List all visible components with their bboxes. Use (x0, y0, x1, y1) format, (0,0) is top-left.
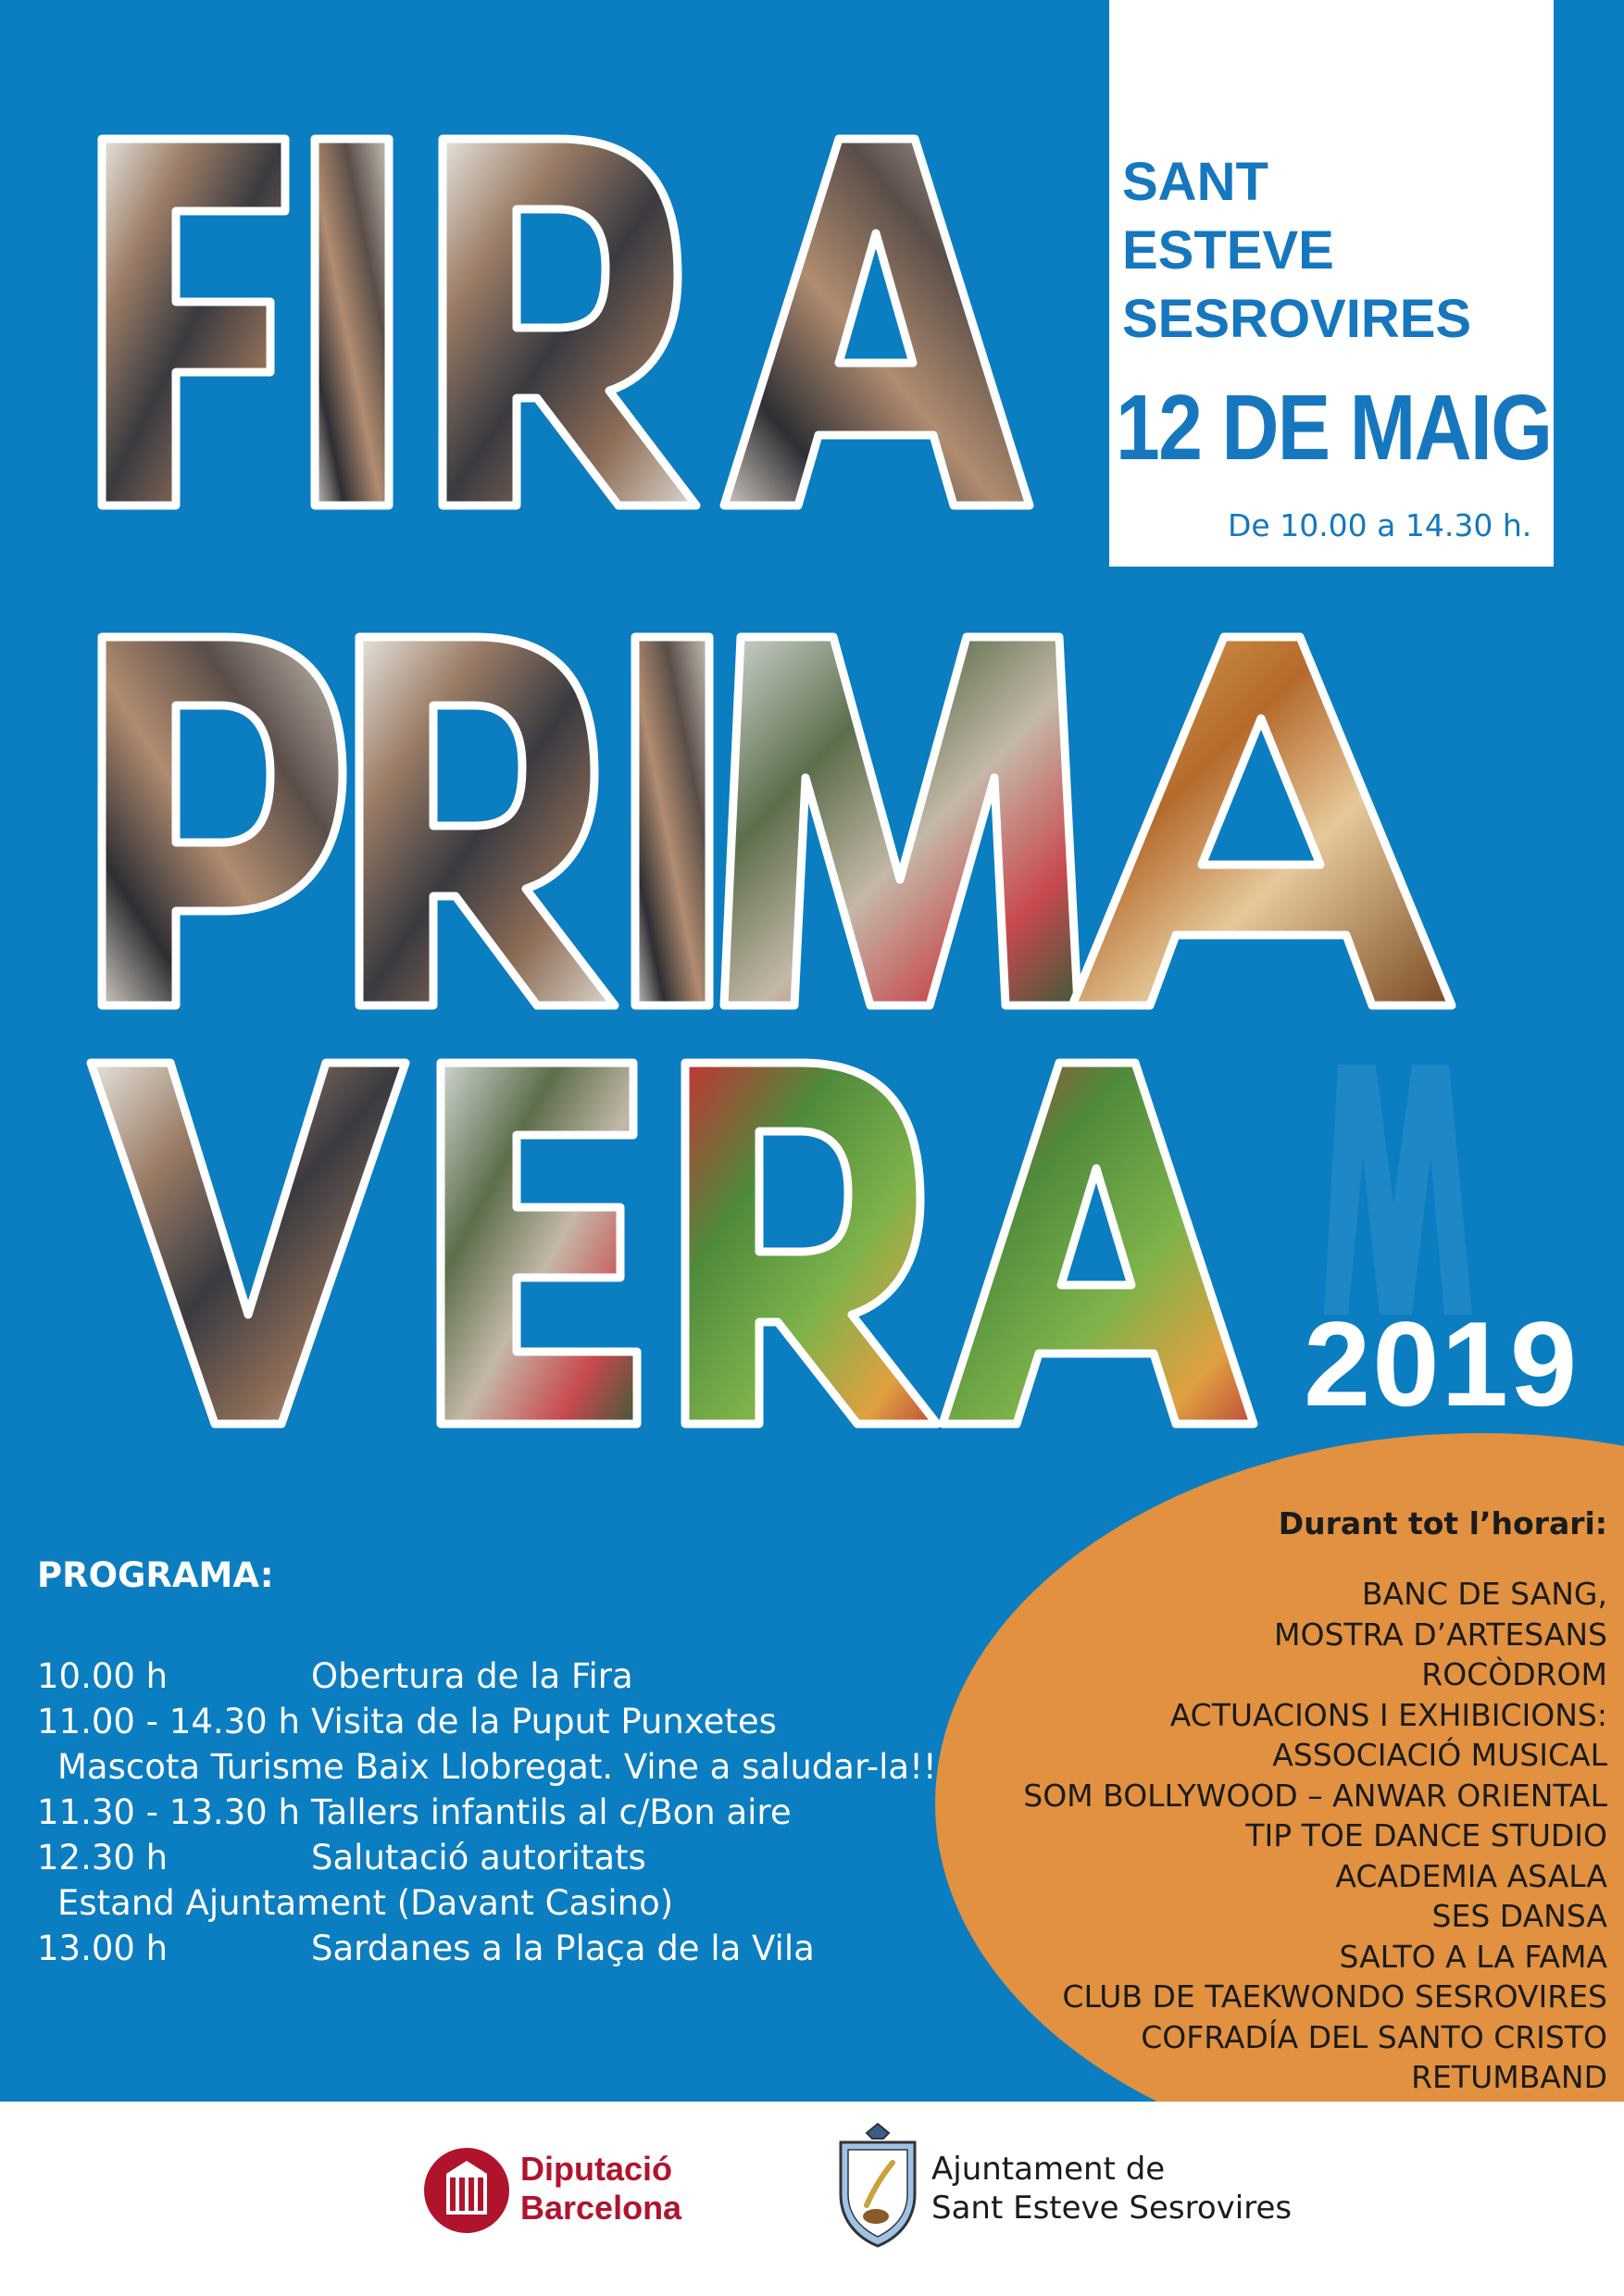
letter-R2 (359, 637, 615, 1005)
schedule-desc: Mascota Turisme Baix Llobregat. Vine a saludar-la!! (57, 1747, 937, 1787)
town-name (1122, 148, 1471, 354)
town-line: SESROVIRES (1122, 289, 1472, 349)
schedule-time: 10.00 h (37, 1656, 169, 1696)
schedule-row (37, 1926, 926, 1971)
activity-item: ROCÒDROM (1421, 1656, 1607, 1692)
schedule-time: 11.30 - 13.30 h (37, 1792, 300, 1832)
letter-R3 (685, 1063, 937, 1424)
activity-item: TIP TOE DANCE STUDIO (1245, 1817, 1607, 1853)
letter-A2 (1072, 637, 1452, 1005)
activity-item: SALTO A LA FAMA (1339, 1938, 1607, 1975)
schedule-row (37, 1744, 937, 1790)
schedule-time: 11.00 - 14.30 h (37, 1702, 300, 1741)
letter-A1 (724, 139, 1030, 505)
town-line: ESTEVE (1122, 220, 1334, 281)
schedule-row (37, 1790, 926, 1835)
activity-item: ACTUACIONS I EXHIBICIONS: (1169, 1696, 1607, 1733)
activity-item: ACADEMIA ASALA (1335, 1857, 1607, 1894)
schedule-desc: Sardanes a la Plaça de la Vila (311, 1928, 815, 1968)
schedule-desc: Obertura de la Fira (311, 1656, 633, 1696)
activities-list (1023, 1574, 1607, 2098)
letter-E (441, 1063, 637, 1424)
programa-schedule (37, 1653, 937, 1971)
ajuntament-line: Ajuntament de (931, 2151, 1166, 2188)
watermark-letters (1324, 1065, 1472, 1315)
activity-item: CLUB DE TAEKWONDO SESROVIRES (1062, 1978, 1607, 2015)
diputacio-line: Diputació (520, 2150, 673, 2188)
diputacio-line: Barcelona (520, 2189, 682, 2227)
activity-item: ASSOCIACIÓ MUSICAL (1272, 1737, 1607, 1773)
letter-M (724, 637, 1078, 1005)
sponsor-footer (0, 2102, 1624, 2296)
town-shield-icon (831, 2120, 924, 2250)
letter-R (443, 139, 696, 505)
schedule-time: 13.00 h (37, 1928, 169, 1968)
ajuntament-line: Sant Esteve Sesrovires (931, 2190, 1293, 2227)
event-date: 12 DE MAIG (1116, 376, 1552, 480)
activity-item: MOSTRA D’ARTESANS (1274, 1616, 1607, 1653)
diputacio-name (520, 2150, 681, 2227)
schedule-row (37, 1880, 926, 1926)
activity-item: BANC DE SANG, (1361, 1576, 1607, 1612)
letter-V (91, 1063, 406, 1424)
schedule-row (37, 1835, 926, 1880)
schedule-desc: Salutació autoritats (311, 1838, 646, 1878)
programa-title: PROGRAMA: (37, 1555, 274, 1595)
activity-item: COFRADÍA DEL SANTO CRISTO (1141, 2018, 1607, 2055)
schedule-desc: Tallers infantils al c/Bon aire (311, 1792, 792, 1832)
schedule-desc: Visita de la Puput Punxetes (311, 1702, 777, 1741)
schedule-desc: Estand Ajuntament (Davant Casino) (57, 1883, 674, 1923)
letter-P (102, 637, 343, 1005)
activity-item: SES DANSA (1431, 1898, 1607, 1934)
ajuntament-name (931, 2150, 1292, 2227)
schedule-row (37, 1699, 926, 1744)
letter-I (315, 139, 389, 505)
diputacio-seal-icon (422, 2146, 511, 2235)
activities-title: Durant tot l’horari: (1278, 1505, 1607, 1541)
event-year: 2019 (1304, 1296, 1580, 1431)
letter-F (102, 139, 285, 505)
letter-I2 (635, 637, 709, 1005)
activity-item: SOM BOLLYWOOD – ANWAR ORIENTAL (1023, 1777, 1607, 1814)
schedule-time: 12.30 h (37, 1838, 169, 1878)
activity-item: RETUMBAND (1411, 2059, 1607, 2095)
letter-A3 (943, 1063, 1254, 1424)
schedule-row (37, 1653, 926, 1699)
event-hours: De 10.00 a 14.30 h. (1228, 507, 1532, 543)
town-line: SANT (1122, 152, 1268, 212)
